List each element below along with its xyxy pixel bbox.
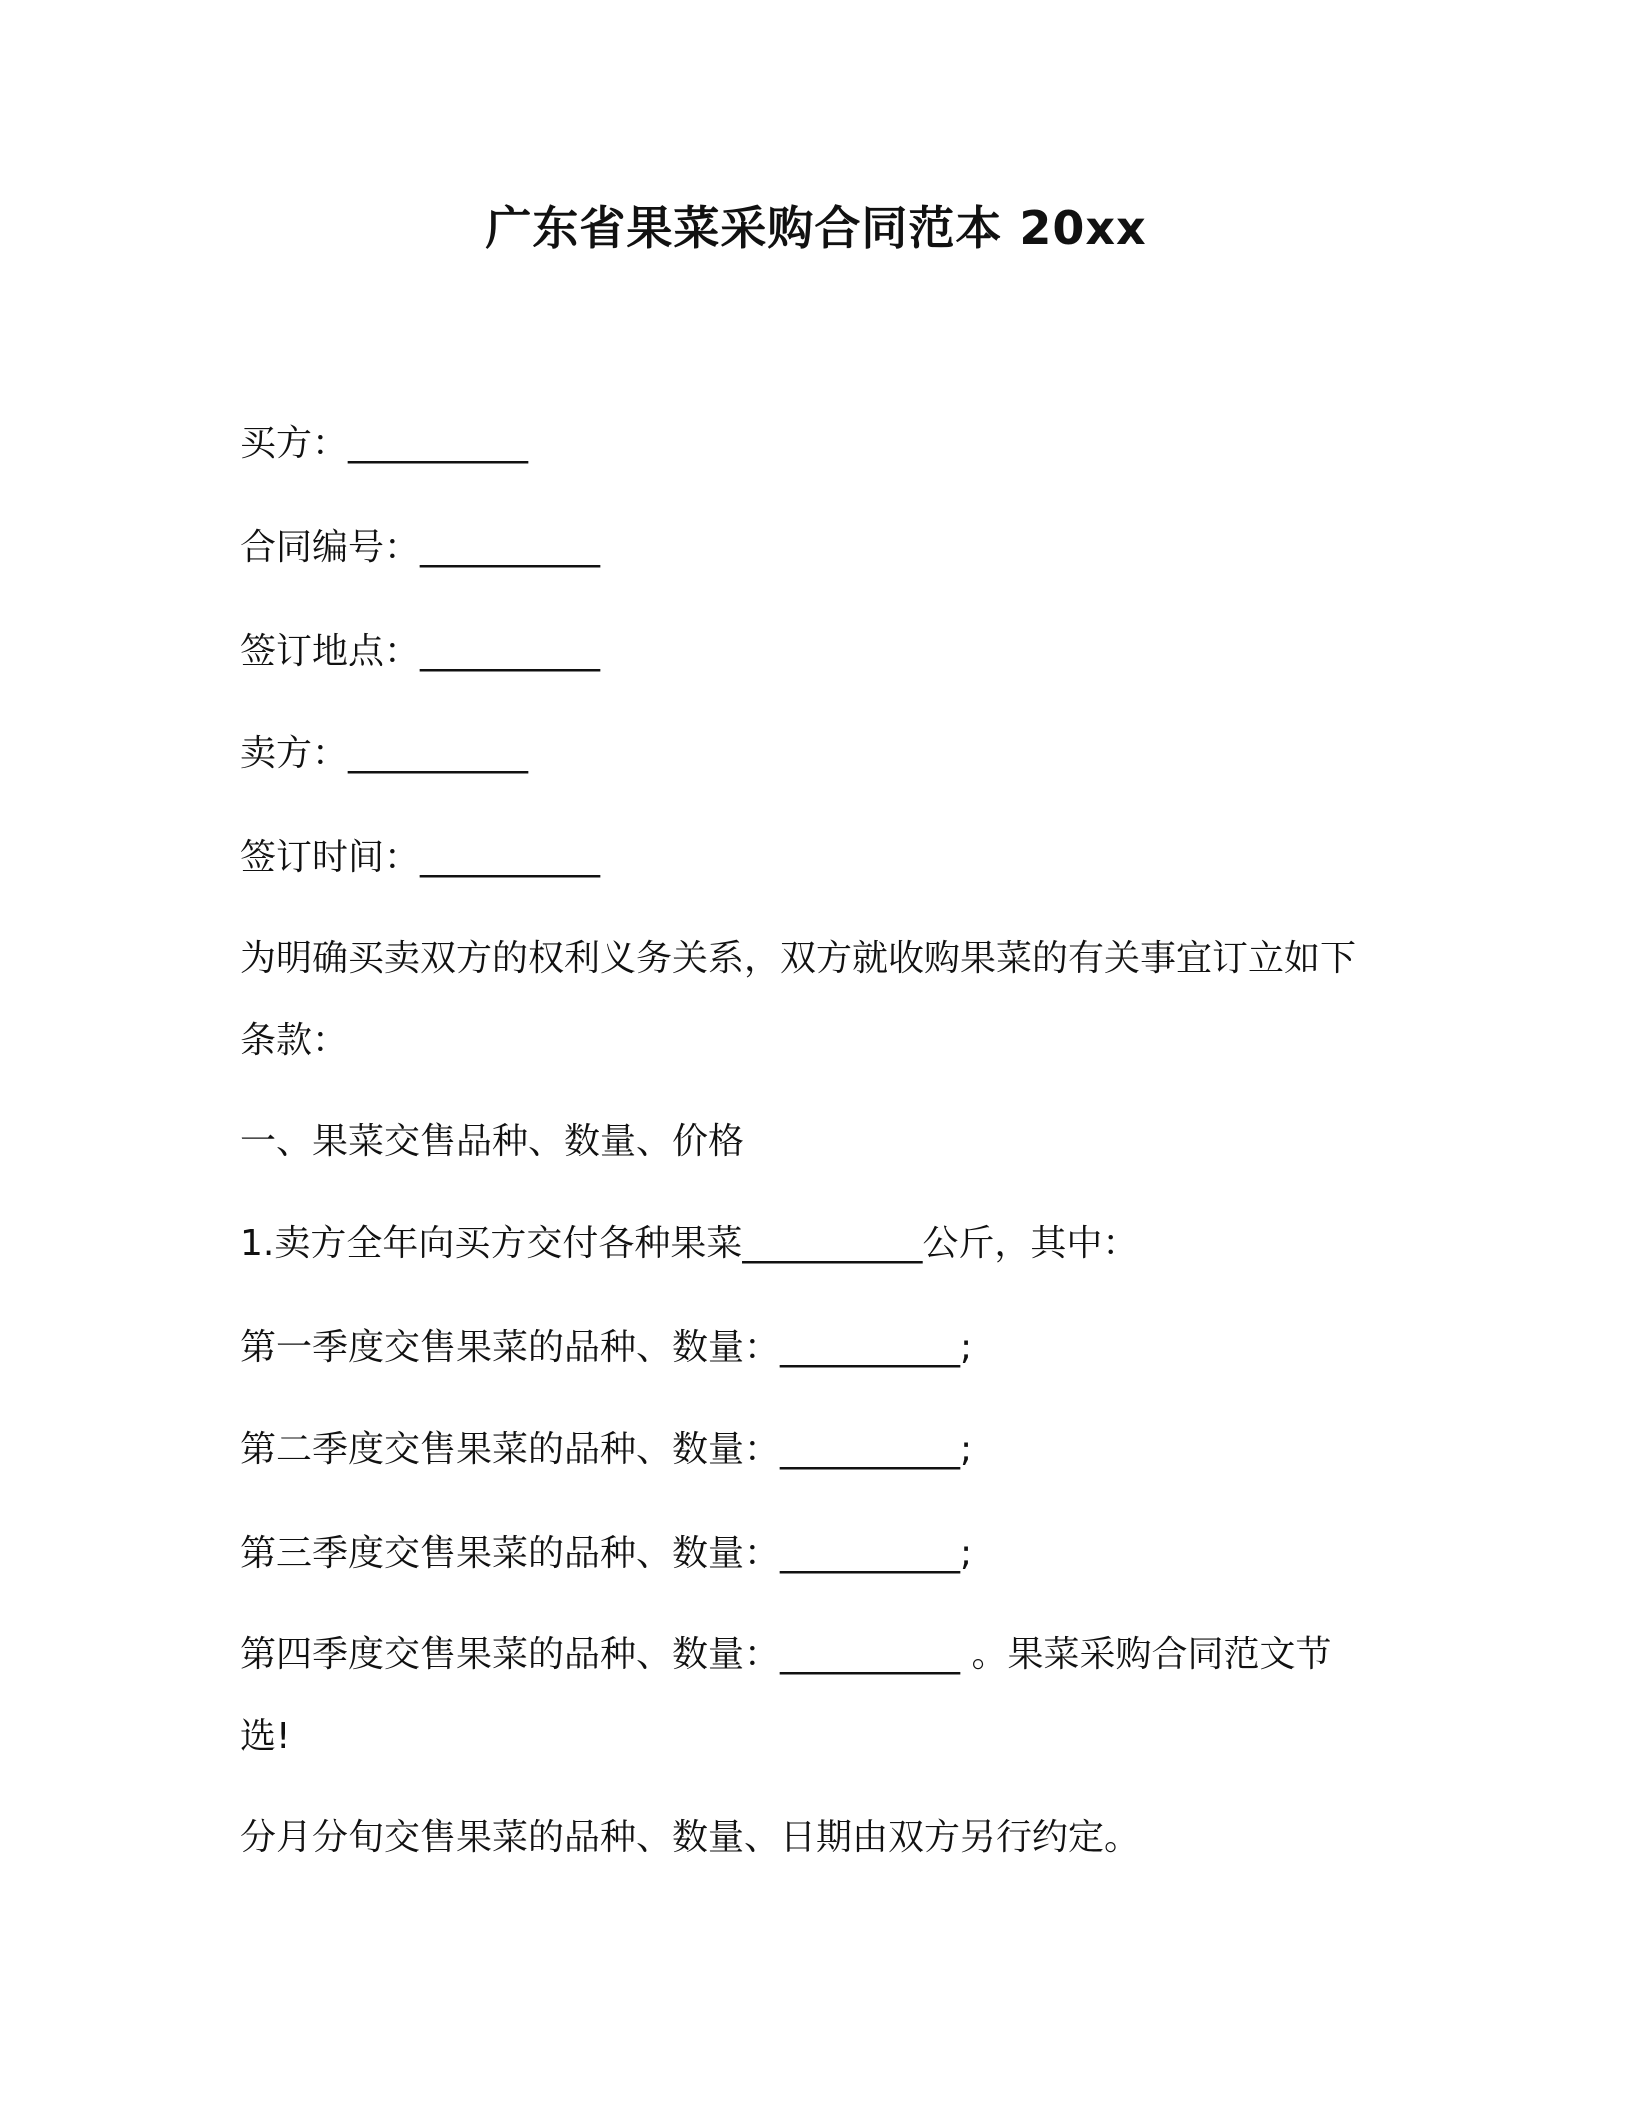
item-1-paragraph: 1.卖方全年向买方交付各种果菜__________公斤，其中： bbox=[240, 1223, 1139, 1264]
sign-time-field: 签订时间：__________ bbox=[240, 837, 601, 878]
contract-number-field: 合同编号：__________ bbox=[240, 527, 601, 568]
seller-field: 卖方：__________ bbox=[240, 733, 529, 774]
q2-paragraph: 第二季度交售果菜的品种、数量：__________; bbox=[240, 1429, 973, 1470]
buyer-field: 买方：__________ bbox=[240, 423, 529, 464]
monthly-paragraph: 分月分旬交售果菜的品种、数量、日期由双方另行约定。 bbox=[240, 1817, 1141, 1858]
document-title: 广东省果菜采购合同范本 20xx bbox=[485, 201, 1147, 255]
sign-place-field: 签订地点：__________ bbox=[240, 631, 601, 672]
q4-paragraph: 第四季度交售果菜的品种、数量：__________ 。果菜采购合同范文节选! bbox=[240, 1634, 1332, 1757]
intro-paragraph: 为明确买卖双方的权利义务关系，双方就收购果菜的有关事宜订立如下条款： bbox=[240, 938, 1357, 1061]
q1-paragraph: 第一季度交售果菜的品种、数量：__________; bbox=[240, 1327, 973, 1368]
section-heading: 一、果菜交售品种、数量、价格 bbox=[240, 1121, 745, 1162]
q3-paragraph: 第三季度交售果菜的品种、数量：__________; bbox=[240, 1533, 973, 1574]
